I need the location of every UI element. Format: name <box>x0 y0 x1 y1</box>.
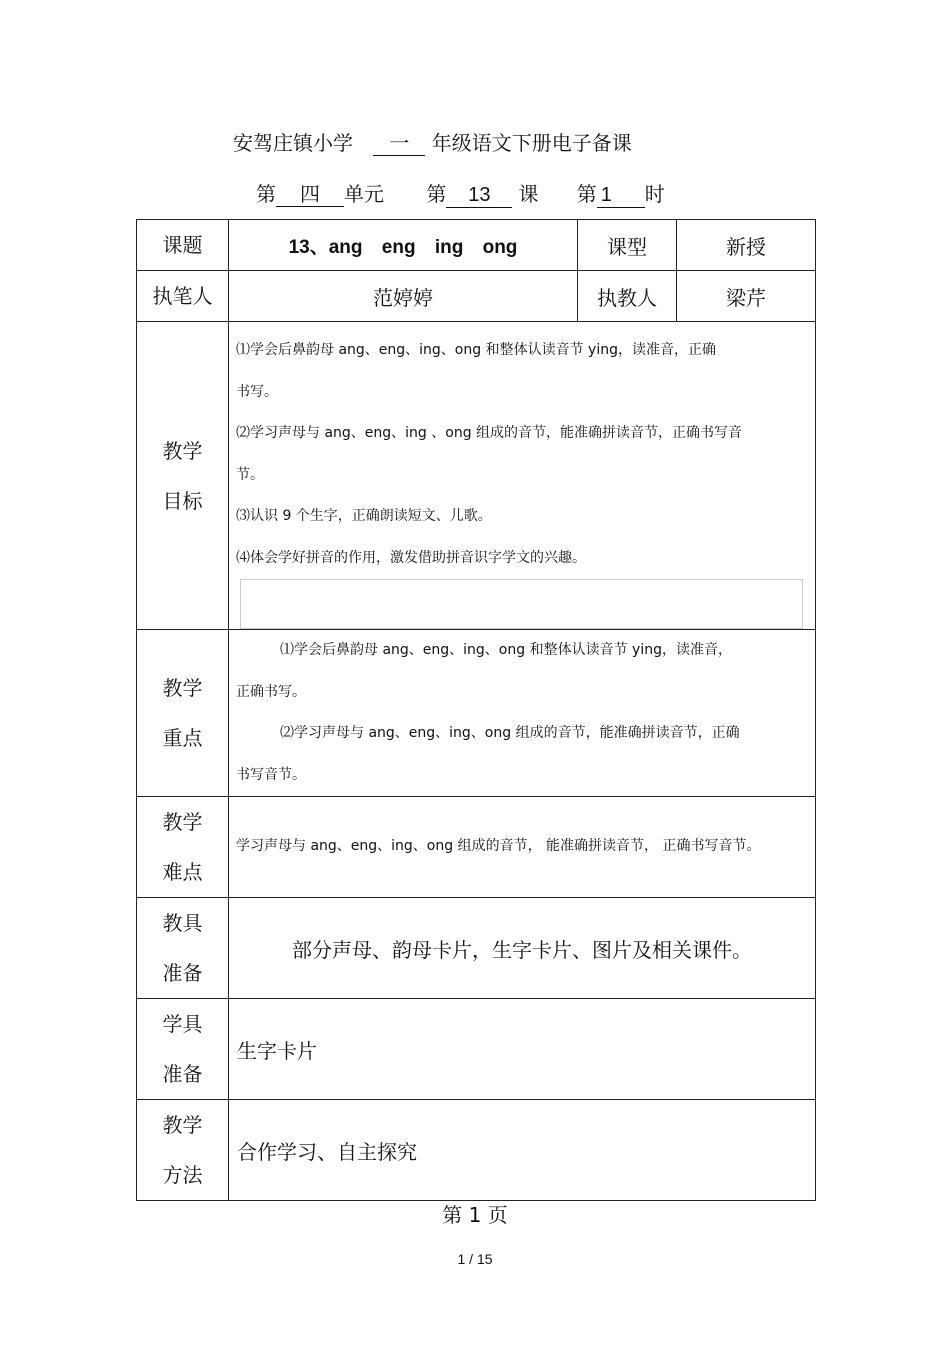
difficulty-label <box>137 797 229 898</box>
title-label: 课题 <box>137 220 229 271</box>
diff-label-line1: 教学 <box>162 810 203 834</box>
goal-line: 节。 <box>236 466 264 483</box>
method-label <box>137 1100 229 1201</box>
teacher-label: 执教人 <box>578 271 677 322</box>
goals-label-line2: 目标 <box>162 488 203 513</box>
student-tools-label <box>137 999 229 1100</box>
period-suffix: 时 <box>644 182 665 206</box>
document-header-line1 <box>233 127 632 156</box>
key-point-line: 正确书写。 <box>236 683 306 700</box>
author-label: 执笔人 <box>137 271 229 322</box>
type-value: 新授 <box>677 220 816 271</box>
table-row <box>137 271 816 322</box>
lesson-suffix: 课 <box>518 182 539 206</box>
table-row <box>137 898 816 999</box>
key-label-line1: 教学 <box>162 676 203 700</box>
period-prefix: 第 <box>576 182 597 206</box>
goal-line: ⑵学习声母与 ang、eng、ing 、ong 组成的音节，能准确拼读音节，正确书写音 <box>236 425 743 441</box>
goal-line: ⑶认识 9 个生字，正确朗读短文、儿歌。 <box>236 508 492 524</box>
stud-label-line1: 学具 <box>162 1012 203 1036</box>
goals-label-line1: 教学 <box>162 438 203 463</box>
stud-label-line2: 准备 <box>162 1062 203 1086</box>
inner-empty-box <box>240 579 803 629</box>
document-header-line2 <box>256 178 665 208</box>
table-row <box>137 999 816 1100</box>
title-value: 13、ang eng ing ong <box>229 220 578 271</box>
teacher-value: 梁芹 <box>677 271 816 322</box>
student-tools-content: 生字卡片 <box>229 999 816 1100</box>
key-point-line: 书写音节。 <box>236 766 306 783</box>
unit-field: 四 <box>276 182 344 207</box>
teaching-tools-content: 部分声母、韵母卡片，生字卡片、图片及相关课件。 <box>229 898 816 999</box>
goals-content <box>229 322 816 630</box>
period-field: 1 <box>597 183 645 208</box>
table-row <box>137 1100 816 1201</box>
unit-prefix: 第 <box>256 182 276 206</box>
goal-line: 书写。 <box>236 383 278 400</box>
lesson-plan-table <box>136 219 816 1201</box>
unit-suffix: 单元 <box>344 182 384 206</box>
key-point-line: ⑵学习声母与 ang、eng、ing、ong 组成的音节，能准确拼读音节，正确 <box>280 725 740 741</box>
grade-field: 一 <box>373 131 425 156</box>
page-label: 第 1 页 <box>442 1203 508 1227</box>
diff-label-line2: 难点 <box>162 860 203 884</box>
lesson-prefix: 第 <box>426 182 447 206</box>
table-row <box>137 797 816 898</box>
lesson-field: 13 <box>446 183 512 208</box>
difficulty-content: 学习声母与 ang、eng、ing、ong 组成的音节， 能准确拼读音节， 正确书写音节。 <box>229 797 816 898</box>
method-content: 合作学习、自主探究 <box>229 1100 816 1201</box>
table-row <box>137 220 816 271</box>
goals-label <box>137 322 229 630</box>
type-label: 课型 <box>578 220 677 271</box>
key-point-line: ⑴学会后鼻韵母 ang、eng、ing、ong 和整体认读音节 ying，读准音， <box>280 642 732 658</box>
key-points-content <box>229 630 816 797</box>
page-counter: 1 / 15 <box>457 1251 493 1267</box>
tools-label-line2: 准备 <box>162 961 203 985</box>
key-points-label <box>137 630 229 797</box>
goal-line: ⑴学会后鼻韵母 ang、eng、ing、ong 和整体认读音节 ying，读准音，正确 <box>236 342 716 358</box>
school-name: 安驾庄镇小学 <box>233 131 353 155</box>
teaching-tools-label <box>137 898 229 999</box>
method-label-line2: 方法 <box>162 1163 203 1187</box>
subject-title: 年级语文下册电子备课 <box>431 131 632 155</box>
table-row <box>137 322 816 630</box>
author-value: 范婷婷 <box>229 271 578 322</box>
table-row <box>137 630 816 797</box>
key-label-line2: 重点 <box>162 726 203 750</box>
tools-label-line1: 教具 <box>162 911 203 935</box>
method-label-line1: 教学 <box>162 1113 203 1137</box>
goal-line: ⑷体会学好拼音的作用，激发借助拼音识字学文的兴趣。 <box>236 549 586 566</box>
